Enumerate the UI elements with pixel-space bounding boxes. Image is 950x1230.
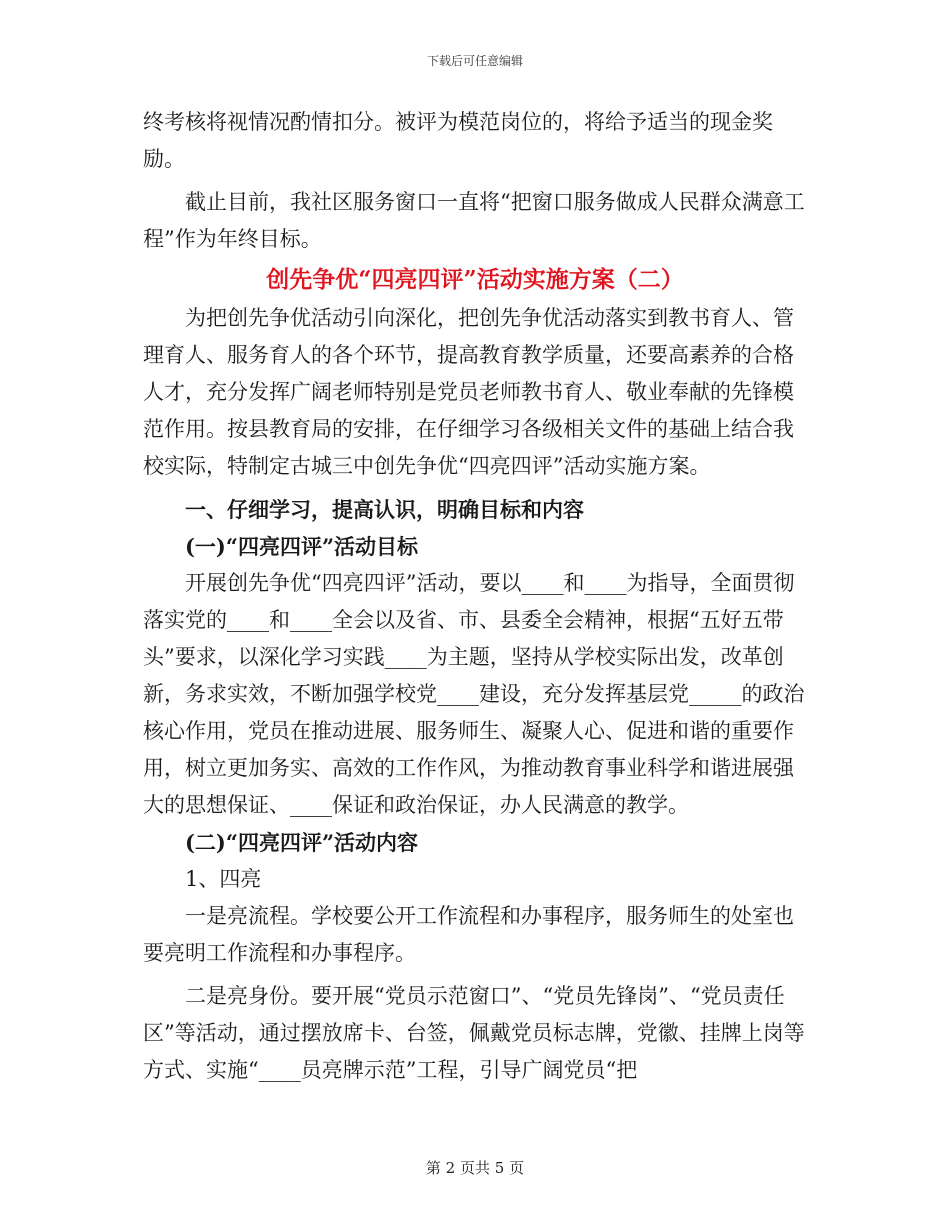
paragraph-continued: 终考核将视情况酌情扣分。被评为模范岗位的，将给予适当的现金奖励。 [143, 110, 773, 171]
paragraph-window-service: 截止目前，我社区服务窗口一直将“把窗口服务做成人民群众满意工程”作为年终目标。 [143, 190, 805, 251]
paragraph-intro: 为把创先争优活动引向深化，把创先争优活动落实到教书育人、管理育人、服务育人的各个环节，提高教育教学质量，还要高素养的合格人才，充分发挥广阔老师特别是党员老师教书育人、敬业奉献的先锋模范作用。按县教育局的安排，在仔细学习各级相关文件的基础上结合我校实际，特制定古城三中创先争优“四亮四评”活动实施方案。 [143, 306, 794, 478]
document-body [143, 104, 807, 1089]
paragraph-liang-identity: 二是亮身份。要开展“党员示范窗口”、“党员先锋岗”、“党员责任区”等活动，通过摆放席卡、台签，佩戴党员标志牌，党徽、挂牌上岗等方式、实施“____员亮牌示范”工程，引导广阔党员“把 [143, 984, 805, 1082]
section-heading-1: 一、仔细学习，提高认识，明确目标和内容 [185, 497, 584, 522]
paragraph-liang-process: 一是亮流程。学校要公开工作流程和办事程序，服务师生的处室也要亮明工作流程和办事程序。 [143, 904, 794, 965]
page-footer: 第 2 页共 5 页 [425, 1159, 525, 1177]
page-header: 下载后可任意编辑 [426, 54, 523, 68]
subsection-heading-goal: (一)“四亮四评”活动目标 [185, 534, 419, 559]
subsection-heading-content: (二)“四亮四评”活动内容 [185, 830, 419, 855]
paragraph-goal: 开展创先争优“四亮四评”活动，要以____和____为指导，全面贯彻落实党的____和____全会以及省、市、县委全会精神，根据“五好五带头”要求，以深化学习实践____为主题，坚持从学校实际出发，改革创新，务求实效，不断加强学校党____建设，充分发挥基层党_____的政治核心作用，党员在推动进展、服务师生、凝聚人心、促进和谐的重要作用，树立更加务实、高效的工作作风，为推动教育事业科学和谐进展强大的思想保证、____保证和政治保证，办人民满意的教学。 [143, 571, 805, 817]
document-title: 创先争优“四亮四评”活动实施方案（二） [266, 266, 684, 293]
list-label-four-liang: 1、四亮 [185, 867, 262, 891]
